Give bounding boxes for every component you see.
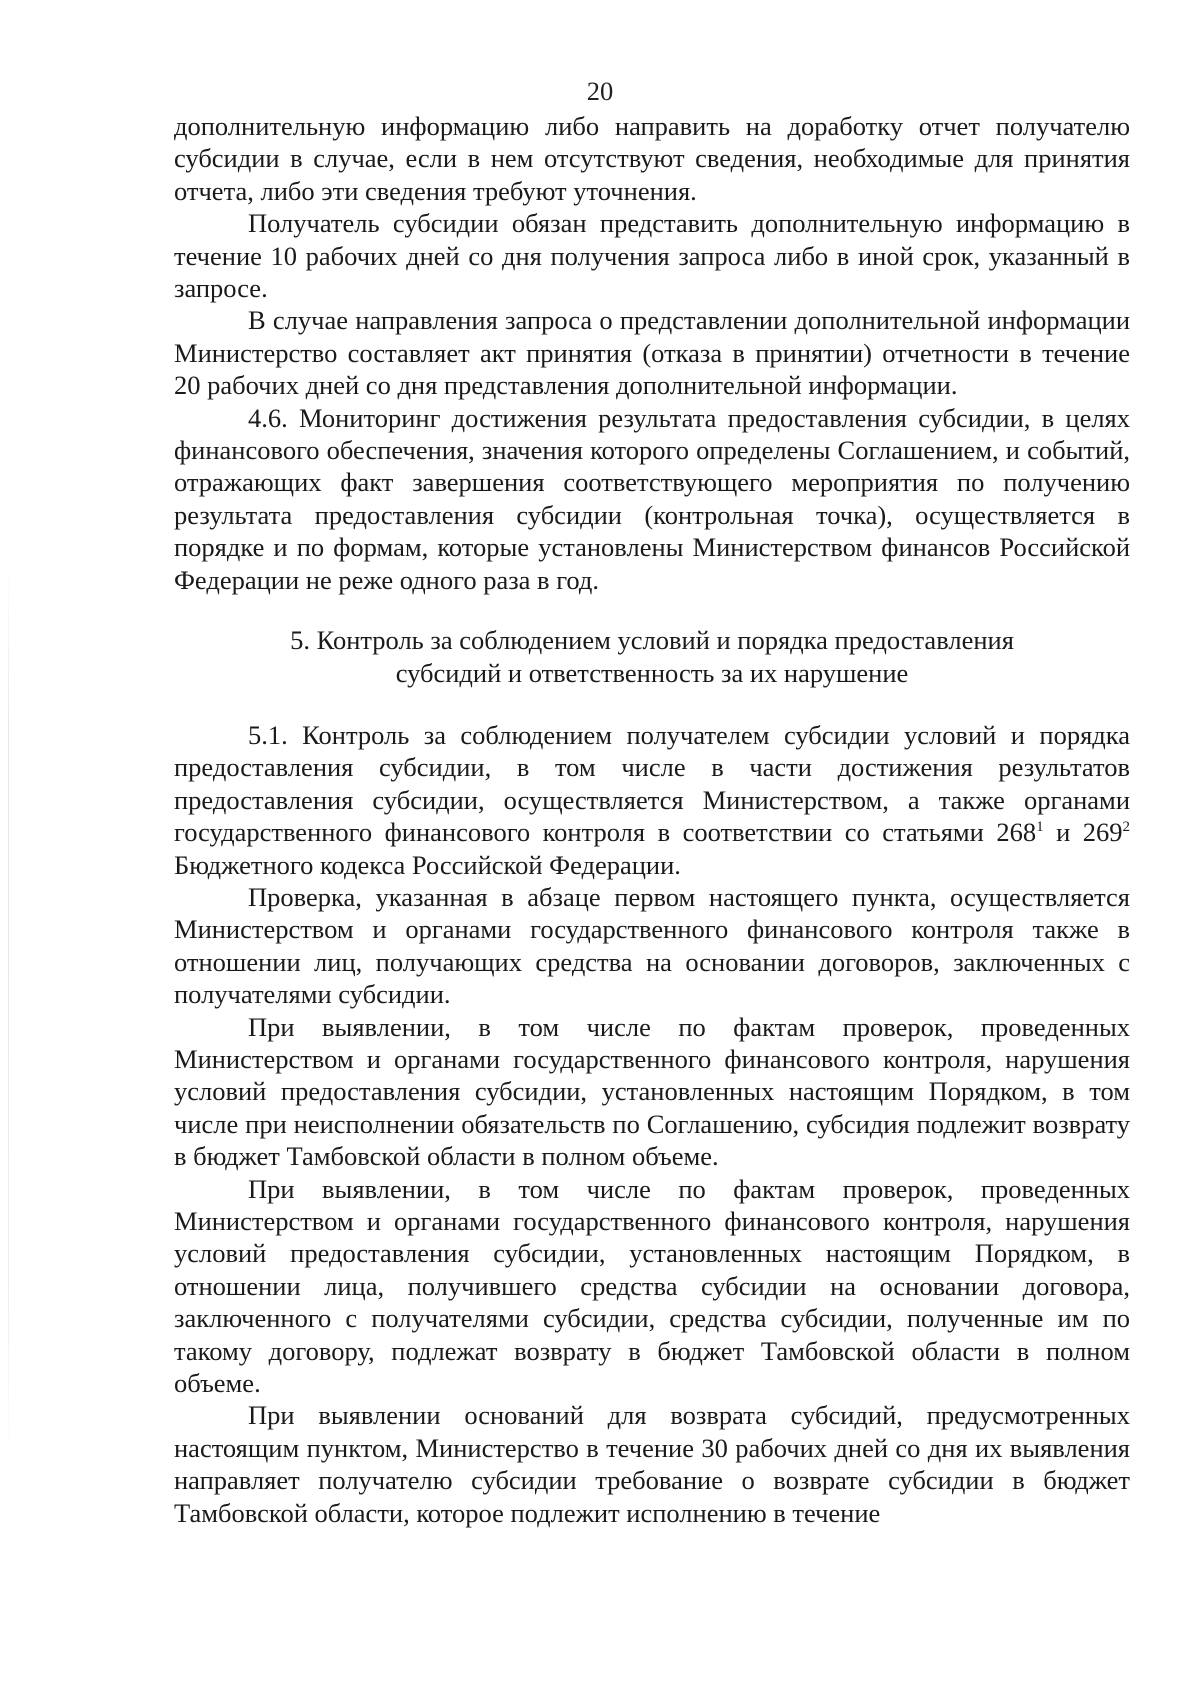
paragraph-5-1-tail: Бюджетного кодекса Российской Федерации. xyxy=(174,849,681,880)
document-body xyxy=(174,110,1130,1529)
section-heading-line-1: 5. Контроль за соблюдением условий и порядка предоставления xyxy=(290,625,1014,656)
paragraph-violation-recipient: При выявлении, в том числе по фактам проверок, проведенных Министерством и органами государственного финансового контроля, нарушения условий предоставления субсидии, установленных настоящим Порядком, в том числе при неисполнении обязательств по Соглашению, субсидия подлежит возврату в бюджет Тамбовской области в полном объеме. xyxy=(174,1011,1130,1172)
paragraph-refund-demand: При выявлении оснований для возврата субсидий, предусмотренных настоящим пунктом, Министерство в течение 30 рабочих дней со дня их выявления направляет получателю субсидии требование о возврате субсидии в бюджет Тамбовской области, которое подлежит исполнению в течение xyxy=(174,1400,1130,1528)
paragraph-continuation: дополнительную информацию либо направить на доработку отчет получателю субсидии в случае, если в нем отсутствуют сведения, необходимые для принятия отчета, либо эти сведения требуют уточнения. xyxy=(174,111,1130,206)
paragraph-5-1-text: 5.1. Контроль за соблюдением получателем субсидии условий и порядка предоставления субсидии, в том числе в части достижения результатов предоставления субсидии, осуществляется Министерством, а также органами государственного финансового контроля в соответствии со статьями 268 xyxy=(174,719,1130,848)
superscript-1: 1 xyxy=(1036,819,1044,836)
paragraph-request-case: В случае направления запроса о представлении дополнительной информации Министерство составляет акт принятия (отказа в принятии) отчетности в течение 20 рабочих дней со дня представления дополнительной информации. xyxy=(174,305,1130,401)
section-5-heading xyxy=(174,624,1130,689)
paragraph-violation-contractor: При выявлении, в том числе по фактам проверок, проведенных Министерством и органами государственного финансового контроля, нарушения условий предоставления субсидии, установленных настоящим Порядком, в отношении лица, получившего средства субсидии на основании договора, заключенного с получателями субсидии, средства субсидии, полученные им по такому договору, подлежат возврату в бюджет Тамбовской области в полном объеме. xyxy=(174,1173,1130,1399)
superscript-2: 2 xyxy=(1122,819,1130,836)
section-heading-line-2: субсидий и ответственность за их нарушение xyxy=(395,657,909,688)
paragraph-inspection: Проверка, указанная в абзаце первом настоящего пункта, осуществляется Министерством и органами государственного финансового контроля также в отношении лиц, получающих средства на основании договоров, заключенных с получателями субсидии. xyxy=(174,881,1130,1010)
paragraph-5-1-conj: и 269 xyxy=(1043,817,1123,848)
paragraph-4-6: 4.6. Мониторинг достижения результата предоставления субсидии, в целях финансового обеспечения, значения которого определены Соглашением, и событий, отражающих факт завершения соответствующего мероприятия по получению результата предоставления субсидии (контрольная точка), осуществляется в порядке и по формам, которые установлены Министерством финансов Российской Федерации не реже одного раза в год. xyxy=(174,402,1130,595)
page-number: 20 xyxy=(586,76,614,106)
scan-edge-shadow xyxy=(8,560,9,1460)
paragraph-additional-info: Получатель субсидии обязан представить дополнительную информацию в течение 10 рабочих дней со дня получения запроса либо в иной срок, указанный в запросе. xyxy=(174,208,1130,304)
paragraph-5-1 xyxy=(174,719,1130,881)
